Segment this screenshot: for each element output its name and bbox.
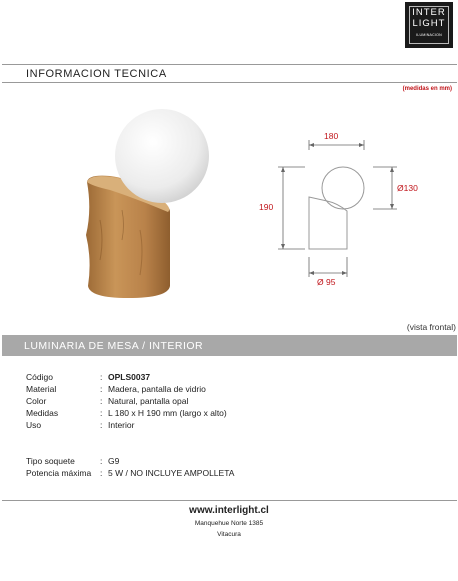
base-diameter-label: Ø 95 [317, 277, 336, 287]
spec-colon: : [100, 420, 103, 430]
spec-value: G9 [108, 456, 120, 466]
spec-label: Potencia máxima [26, 468, 92, 478]
spec-colon: : [100, 468, 103, 478]
spec-label: Medidas [26, 408, 59, 418]
logo-line2: LIGHT [412, 18, 446, 29]
spec-value: Madera, pantalla de vidrio [108, 384, 206, 394]
product-photo [70, 100, 210, 310]
spec-colon: : [100, 396, 103, 406]
units-note: (medidas en mm) [402, 86, 452, 92]
spec-label: Código [26, 372, 53, 382]
spec-colon: : [100, 456, 103, 466]
technical-drawing [255, 125, 425, 295]
spec-value: L 180 x H 190 mm (largo x alto) [108, 408, 227, 418]
footer-divider [2, 500, 457, 501]
spec-label: Tipo soquete [26, 456, 75, 466]
spec-value: OPLS0037 [108, 372, 151, 382]
spec-colon: : [100, 384, 103, 394]
shade-diameter-label: Ø130 [397, 183, 418, 193]
spec-colon: : [100, 372, 103, 382]
website-link[interactable]: www.interlight.cl [189, 505, 269, 516]
city-text: Vitacura [217, 531, 241, 538]
brand-logo [405, 2, 453, 48]
section-title: LUMINARIA DE MESA / INTERIOR [24, 340, 204, 352]
width-dimension-label: 180 [324, 131, 339, 141]
spec-label: Uso [26, 420, 42, 430]
view-note: (vista frontal) [406, 322, 456, 332]
spec-label: Color [26, 396, 47, 406]
spec-value: 5 W / NO INCLUYE AMPOLLETA [108, 468, 235, 478]
page-title: INFORMACION TECNICA [26, 68, 167, 80]
drawing-globe-outline [322, 167, 364, 209]
spec-colon: : [100, 408, 103, 418]
logo-line3: ILUMINACION [416, 33, 442, 37]
glass-globe [115, 109, 209, 203]
address-text: Manquehue Norte 1385 [194, 520, 264, 527]
height-dimension-label: 190 [259, 202, 274, 212]
spec-label: Material [26, 384, 57, 394]
spec-value: Natural, pantalla opal [108, 396, 189, 406]
top-divider [2, 64, 457, 65]
drawing-base-outline [309, 197, 347, 249]
logo-line1: INTER [412, 7, 446, 18]
spec-value: Interior [108, 420, 135, 430]
title-divider [2, 82, 457, 83]
